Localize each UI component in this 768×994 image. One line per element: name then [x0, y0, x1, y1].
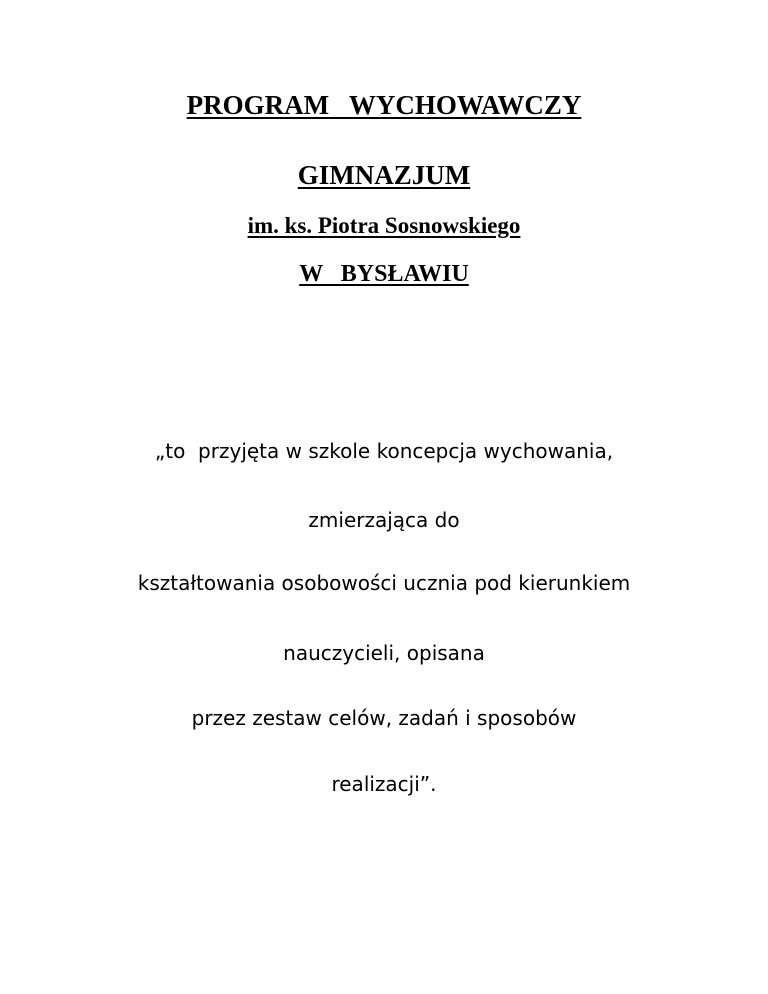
- quote-line-3: kształtowania osobowości ucznia pod kierunkiem: [137, 571, 631, 595]
- program-title: PROGRAM WYCHOWAWCZY: [186, 90, 582, 120]
- quote-line-1: „to przyjęta w szkole koncepcja wychowania,: [154, 439, 614, 463]
- school-location-heading: W BYSŁAWIU: [299, 261, 469, 287]
- quote-line-5: przez zestaw celów, zadań i sposobów: [191, 706, 577, 730]
- quote-line-4: nauczycieli, opisana: [283, 641, 485, 665]
- school-type-heading: GIMNAZJUM: [297, 160, 471, 190]
- quote-line-2: zmierzająca do: [308, 508, 460, 532]
- school-patron-heading: im. ks. Piotra Sosnowskiego: [247, 213, 521, 238]
- quote-line-6: realizacji”.: [331, 772, 437, 796]
